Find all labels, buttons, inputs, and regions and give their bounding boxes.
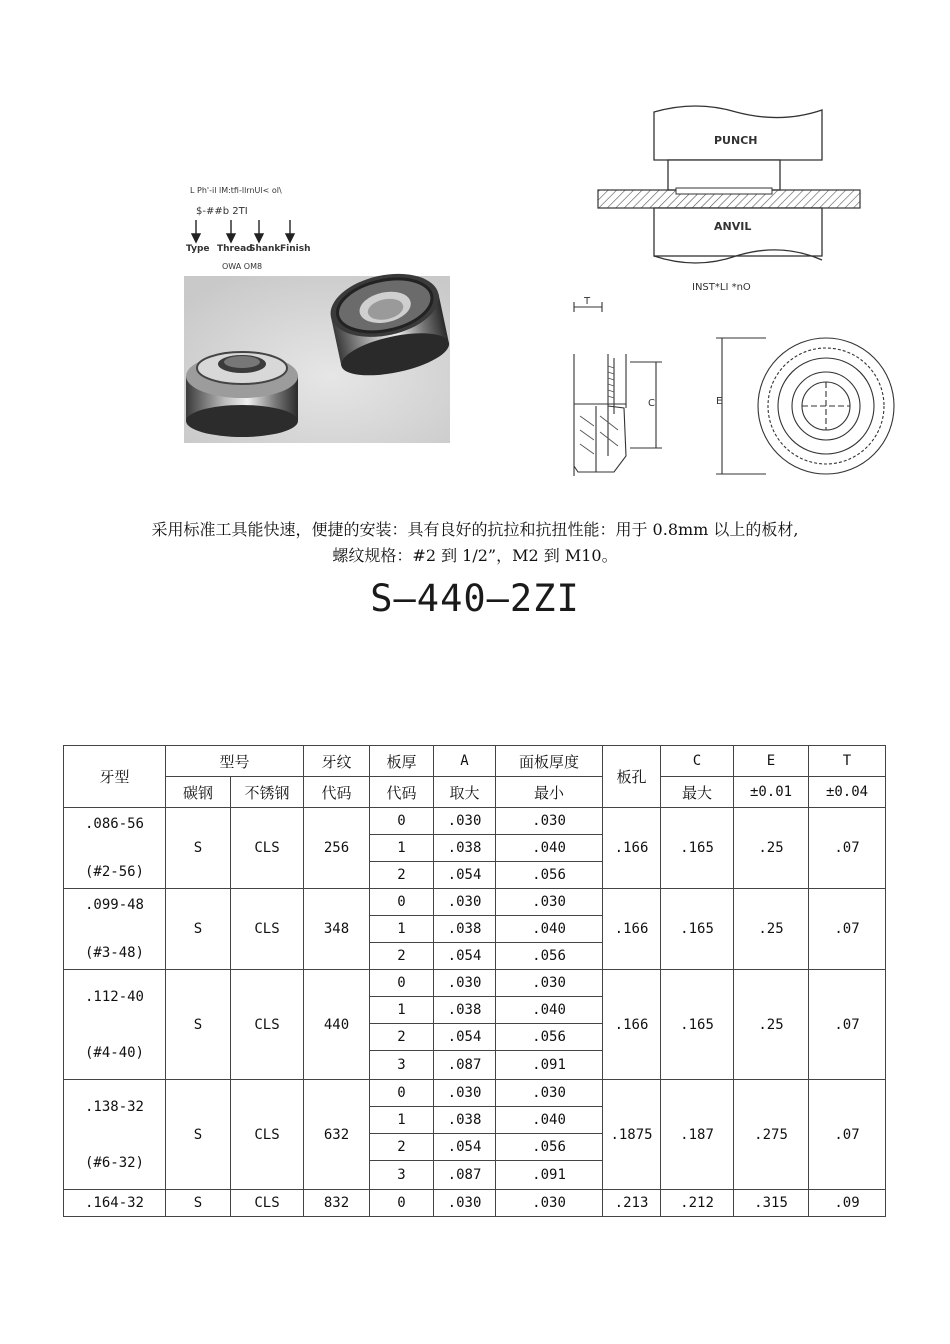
product-photo	[184, 186, 450, 443]
sheet-code-cell: 2	[370, 1024, 434, 1051]
thread-cell	[64, 808, 166, 889]
header-row-2	[64, 777, 886, 808]
thread-code-cell: 832	[304, 1190, 370, 1217]
carbon-cell: S	[166, 1080, 231, 1190]
a-max-cell: .054	[434, 1134, 496, 1161]
installation-diagram	[596, 100, 862, 292]
arrow-label-shank: Shank	[249, 244, 281, 254]
a-max-cell: .030	[434, 1190, 496, 1217]
thread-size: .138-32	[84, 1098, 144, 1115]
thread-alt: (#2-56)	[84, 864, 144, 880]
header-stainless: 不锈钢	[231, 777, 304, 808]
panel-min-cell: .040	[496, 835, 603, 862]
thread-code-cell: 256	[304, 808, 370, 889]
header-model: 型号	[166, 746, 304, 777]
panel-min-cell: .030	[496, 889, 603, 916]
stainless-cell: CLS	[231, 1190, 304, 1217]
header-panel-1: 面板厚度	[496, 746, 603, 777]
e-cell: .315	[734, 1190, 809, 1217]
thread-size: .099-48	[84, 897, 144, 913]
header-t-2: ±0.04	[809, 777, 886, 808]
thread-alt: (#3-48)	[84, 945, 144, 961]
table-row	[64, 808, 886, 835]
t-cell: .09	[809, 1190, 886, 1217]
thread-alt: (#4-40)	[84, 1044, 144, 1061]
a-max-cell: .087	[434, 1051, 496, 1080]
thread-cell	[64, 970, 166, 1080]
hole-cell: .166	[603, 889, 661, 970]
header-t-1: T	[809, 746, 886, 777]
hole-cell: .166	[603, 970, 661, 1080]
e-cell: .25	[734, 970, 809, 1080]
header-c-1: C	[661, 746, 734, 777]
sheet-code-cell: 0	[370, 808, 434, 835]
panel-min-cell: .056	[496, 862, 603, 889]
panel-min-cell: .056	[496, 1024, 603, 1051]
panel-min-cell: .030	[496, 1080, 603, 1107]
hole-cell: .166	[603, 808, 661, 889]
dim-e-label: E	[716, 396, 723, 407]
sheet-code-cell: 0	[370, 1080, 434, 1107]
arrow-label-type: Type	[186, 244, 210, 254]
sheet-code-cell: 2	[370, 1134, 434, 1161]
description-line-1: 采用标准工具能快速，便捷的安装：具有良好的抗拉和抗扭性能：用于 0.8mm 以上的板材,	[151, 520, 799, 539]
thread-alt: (#6-32)	[84, 1154, 144, 1171]
carbon-cell: S	[166, 1190, 231, 1217]
sheet-code-cell: 2	[370, 862, 434, 889]
header-c-2: 最大	[661, 777, 734, 808]
stainless-cell: CLS	[231, 889, 304, 970]
a-max-cell: .038	[434, 835, 496, 862]
anvil-label: ANVIL	[714, 220, 752, 233]
panel-min-cell: .091	[496, 1051, 603, 1080]
c-max-cell: .165	[661, 808, 734, 889]
dim-c-label: C	[648, 398, 655, 409]
hole-cell: .1875	[603, 1080, 661, 1190]
description-line-2: 螺纹规格：#2 到 1/2”，M2 到 M10。	[332, 546, 618, 565]
header-sheet-code-1: 板厚	[370, 746, 434, 777]
hole-cell: .213	[603, 1190, 661, 1217]
header-sheet-code-2: 代码	[370, 777, 434, 808]
panel-min-cell: .030	[496, 1190, 603, 1217]
t-cell: .07	[809, 970, 886, 1080]
thread-size: .164-32	[64, 1190, 166, 1217]
a-max-cell: .030	[434, 1080, 496, 1107]
stainless-cell: CLS	[231, 808, 304, 889]
punch-label: PUNCH	[714, 134, 758, 147]
figure-caption-bottom: OWA OM8	[222, 262, 263, 271]
carbon-cell: S	[166, 808, 231, 889]
thread-cell	[64, 889, 166, 970]
carbon-cell: S	[166, 970, 231, 1080]
panel-min-cell: .040	[496, 916, 603, 943]
sheet-code-cell: 1	[370, 997, 434, 1024]
dimension-drawing	[566, 296, 896, 480]
t-cell: .07	[809, 808, 886, 889]
sheet-code-cell: 0	[370, 889, 434, 916]
sheet-code-cell: 0	[370, 970, 434, 997]
t-cell: .07	[809, 1080, 886, 1190]
table-row	[64, 970, 886, 997]
spec-table	[63, 745, 886, 1217]
table-row	[64, 889, 886, 916]
e-cell: .25	[734, 889, 809, 970]
carbon-cell: S	[166, 889, 231, 970]
a-max-cell: .030	[434, 808, 496, 835]
panel-min-cell: .056	[496, 943, 603, 970]
thread-code-cell: 632	[304, 1080, 370, 1190]
stainless-cell: CLS	[231, 970, 304, 1080]
header-carbon-steel: 碳钢	[166, 777, 231, 808]
sheet-code-cell: 0	[370, 1190, 434, 1217]
install-caption: INST*LI *nO	[692, 282, 751, 293]
thread-size: .086-56	[84, 816, 144, 832]
thread-code-cell: 348	[304, 889, 370, 970]
c-max-cell: .212	[661, 1190, 734, 1217]
e-cell: .25	[734, 808, 809, 889]
c-max-cell: .165	[661, 970, 734, 1080]
sheet-code-cell: 1	[370, 835, 434, 862]
part-number-title: S—440—2ZI	[370, 577, 580, 620]
header-row-1	[64, 746, 886, 777]
header-thread-code-1: 牙纹	[304, 746, 370, 777]
a-max-cell: .087	[434, 1161, 496, 1190]
c-max-cell: .165	[661, 889, 734, 970]
panel-min-cell: .040	[496, 1107, 603, 1134]
thread-code-cell: 440	[304, 970, 370, 1080]
a-max-cell: .054	[434, 943, 496, 970]
panel-min-cell: .030	[496, 970, 603, 997]
figure-caption-top: L Ph'-il lM:tfi-llrnUl< ol\	[190, 186, 282, 195]
table-row	[64, 1190, 886, 1217]
t-cell: .07	[809, 889, 886, 970]
a-max-cell: .038	[434, 997, 496, 1024]
thread-cell	[64, 1080, 166, 1190]
thread-size: .112-40	[84, 988, 144, 1005]
header-panel-2: 最小	[496, 777, 603, 808]
arrow-label-thread: Thread	[217, 244, 253, 254]
stainless-cell: CLS	[231, 1080, 304, 1190]
a-max-cell: .038	[434, 916, 496, 943]
figure-code-line: $-##b 2TI	[196, 206, 248, 217]
header-e-2: ±0.01	[734, 777, 809, 808]
sheet-code-cell: 3	[370, 1161, 434, 1190]
a-max-cell: .054	[434, 1024, 496, 1051]
sheet-code-cell: 1	[370, 1107, 434, 1134]
a-max-cell: .038	[434, 1107, 496, 1134]
sheet-code-cell: 1	[370, 916, 434, 943]
header-a-2: 取大	[434, 777, 496, 808]
e-cell: .275	[734, 1080, 809, 1190]
dim-t-label: T	[584, 296, 591, 307]
c-max-cell: .187	[661, 1080, 734, 1190]
header-hole: 板孔	[603, 746, 661, 808]
header-a-1: A	[434, 746, 496, 777]
header-e-1: E	[734, 746, 809, 777]
panel-min-cell: .030	[496, 808, 603, 835]
a-max-cell: .054	[434, 862, 496, 889]
table-row	[64, 1080, 886, 1107]
panel-min-cell: .040	[496, 997, 603, 1024]
sheet-code-cell: 2	[370, 943, 434, 970]
header-thread-code-2: 代码	[304, 777, 370, 808]
header-thread-type: 牙型	[64, 746, 166, 808]
a-max-cell: .030	[434, 970, 496, 997]
a-max-cell: .030	[434, 889, 496, 916]
panel-min-cell: .056	[496, 1134, 603, 1161]
sheet-code-cell: 3	[370, 1051, 434, 1080]
arrow-label-finish: Finish	[280, 244, 311, 254]
panel-min-cell: .091	[496, 1161, 603, 1190]
